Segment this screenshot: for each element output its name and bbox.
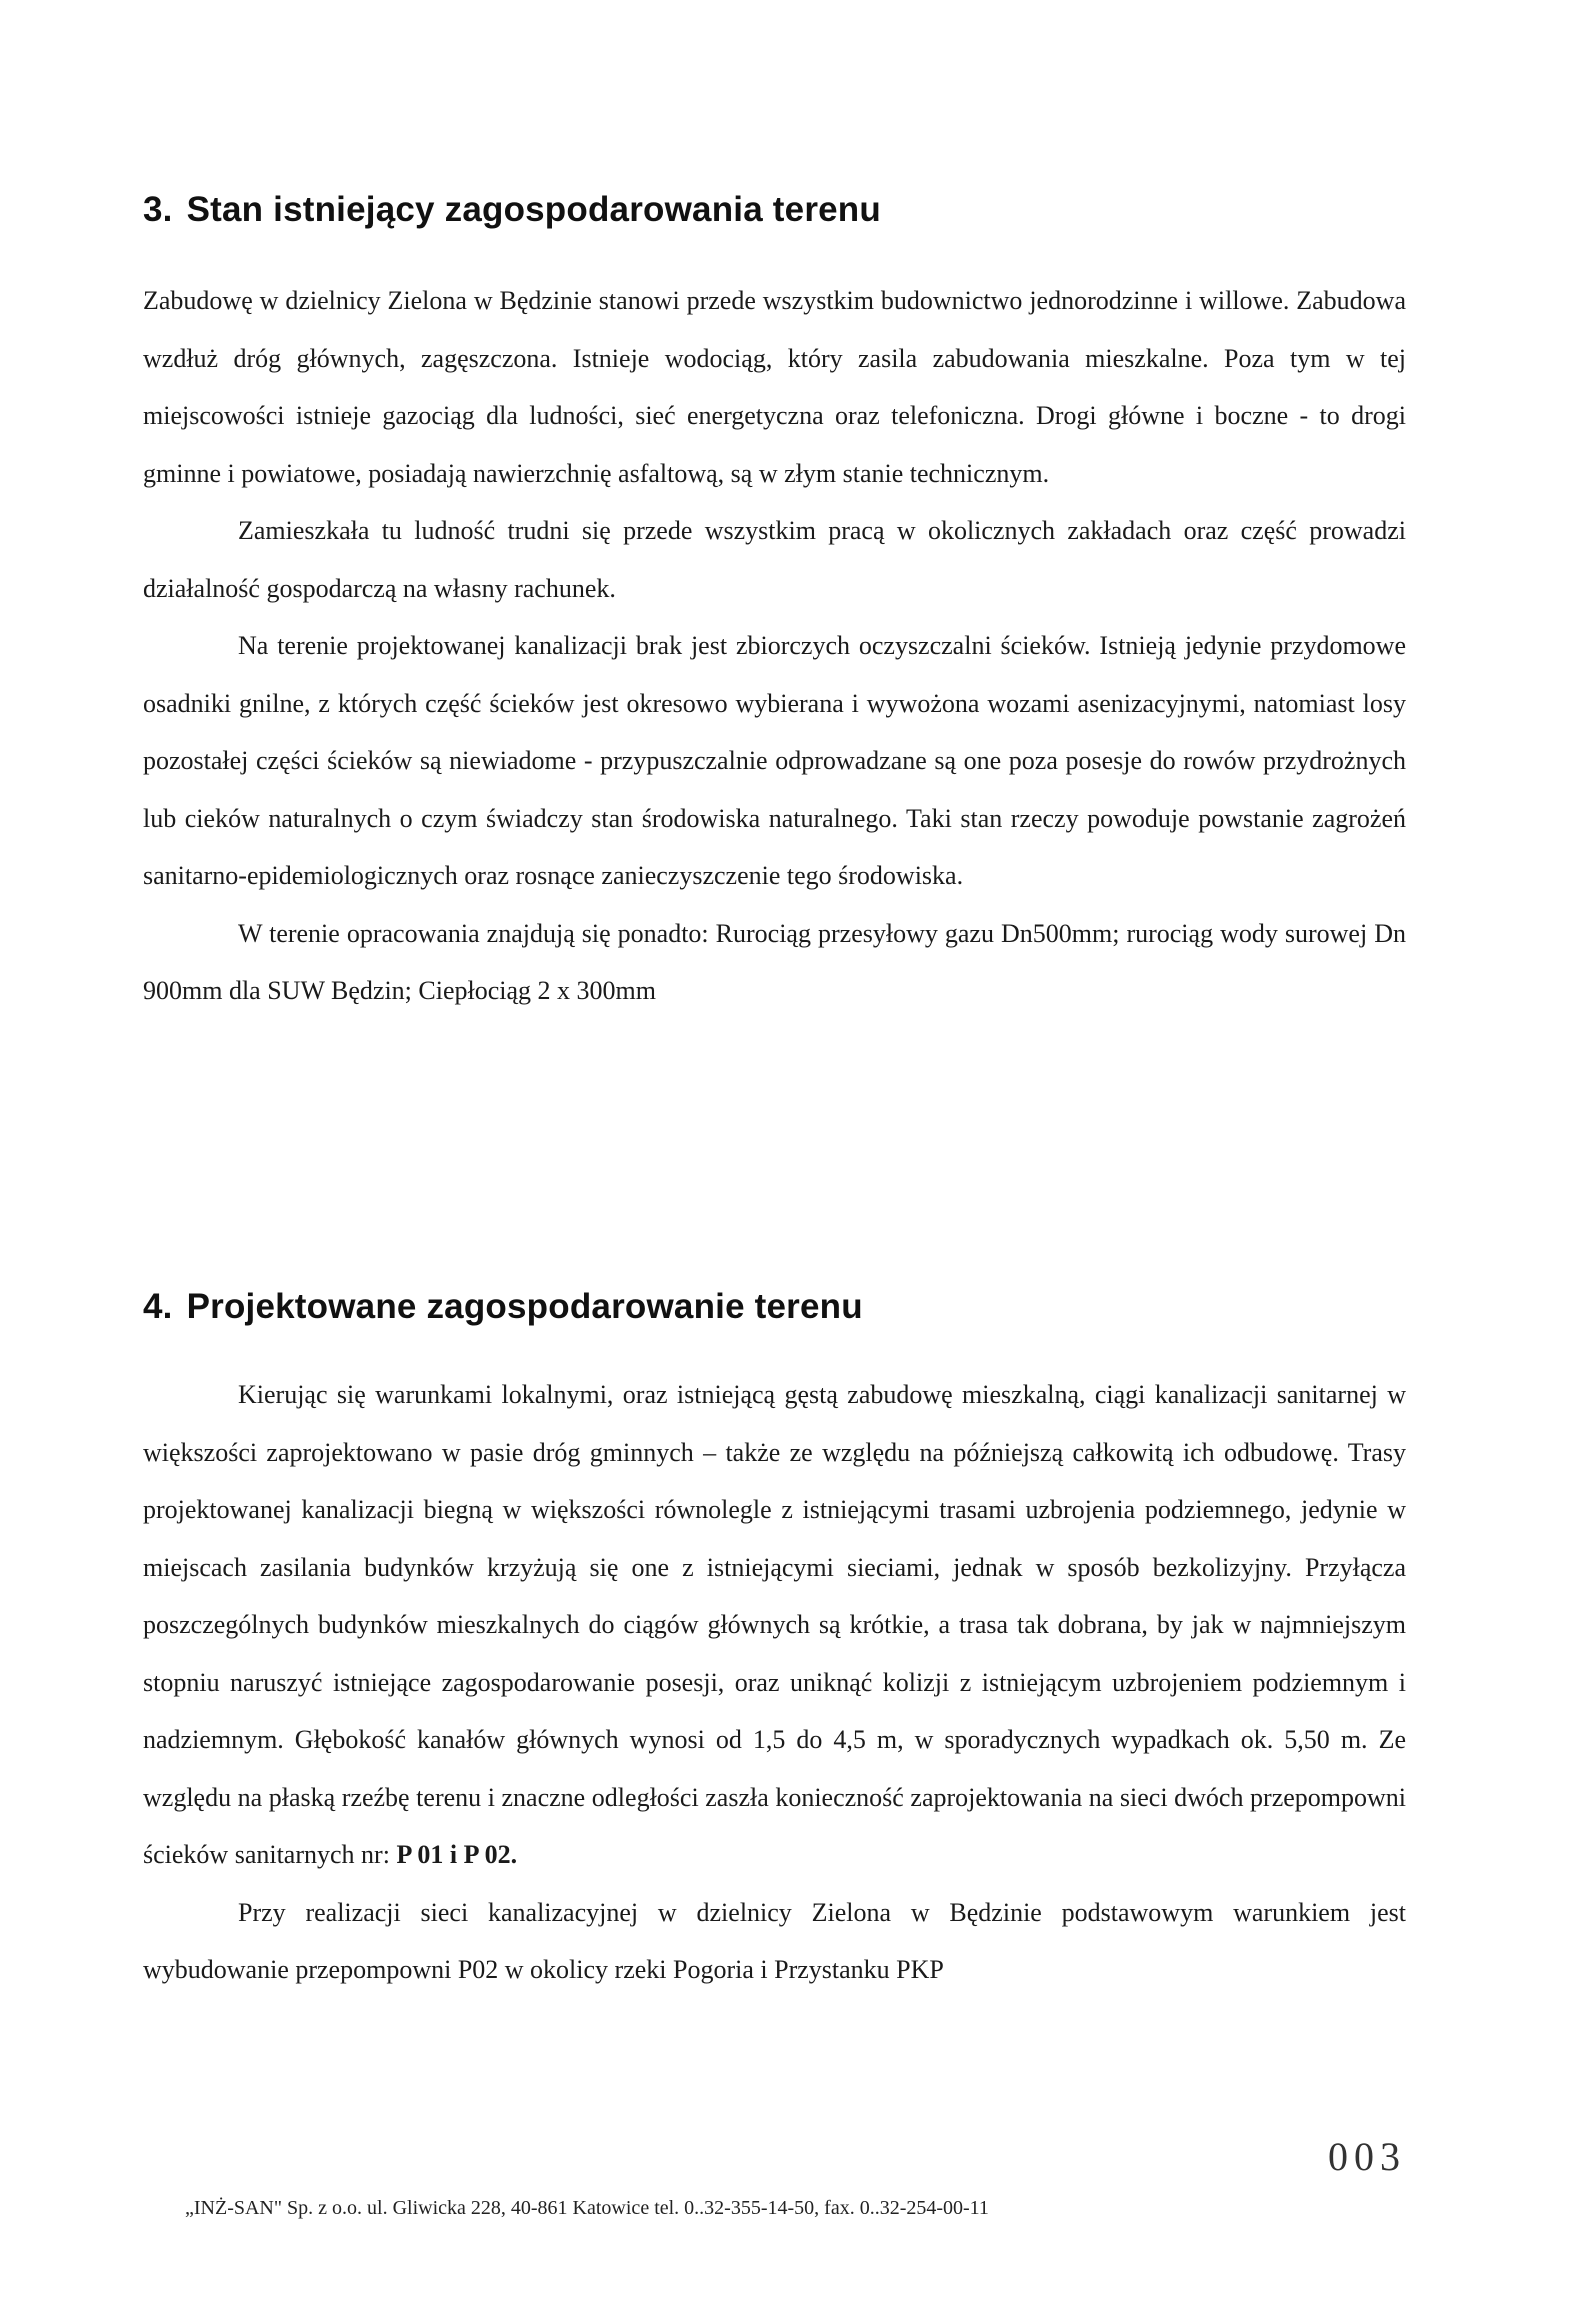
section-4-number: 4. [143, 1287, 173, 1326]
pump-station-p01: P 01 [396, 1840, 444, 1869]
section-3-paragraph-1: Zabudowę w dzielnicy Zielona w Będzinie stanowi przede wszystkim budownictwo jednorodzinne i willowe. Zabudowa wzdłuż dróg głównych, zagęszczona. Istnieje wodociąg, który zasila zabudowania mieszkalne. Poza tym w tej miejscowości istnieje gazociąg dla ludności, sieć energetyczna oraz telefoniczna. Drogi główne i boczne - to drogi gminne i powiatowe, posiadają nawierzchnię asfaltową, są w złym stanie technicznym. [143, 286, 1406, 488]
section-3-paragraph-2: Zamieszkała tu ludność trudni się przede wszystkim pracą w okolicznych zakładach oraz część prowadzi działalność gospodarczą na własny rachunek. [143, 516, 1406, 603]
footer-company-info: „INŻ-SAN" Sp. z o.o. ul. Gliwicka 228, 40-861 Katowice tel. 0..32-355-14-50, fax. 0..32-254-00-11 [185, 2197, 989, 2219]
section-3-number: 3. [143, 190, 173, 229]
section-3-body [143, 272, 1406, 1020]
section-4-body [143, 1366, 1406, 1999]
section-3-paragraph-3: Na terenie projektowanej kanalizacji brak jest zbiorczych oczyszczalni ścieków. Istnieją jedynie przydomowe osadniki gnilne, z których część ścieków jest okresowo wybierana i wywożona wozami asenizacyjnymi, natomiast losy pozostałej części ścieków są niewiadome - przypuszczalnie odprowadzane są one poza posesje do rowów przydrożnych lub cieków naturalnych o czym świadczy stan środowiska naturalnego. Taki stan rzeczy powoduje powstanie zagrożeń sanitarno-epidemiologicznych oraz rosnące zanieczyszczenie tego środowiska. [143, 631, 1406, 890]
section-4-title: Projektowane zagospodarowanie terenu [186, 1287, 863, 1326]
section-3-title: Stan istniejący zagospodarowania terenu [186, 190, 881, 229]
section-4-paragraph-2: Przy realizacji sieci kanalizacyjnej w dzielnicy Zielona w Będzinie podstawowym warunkiem jest wybudowanie przepompowni P02 w okolicy rzeki Pogoria i Przystanku PKP [143, 1897, 1406, 1984]
pump-station-p02: P 02. [463, 1840, 518, 1869]
page-number: 003 [1328, 2134, 1406, 2179]
section-3-heading [143, 190, 881, 230]
pump-joiner: i [449, 1840, 458, 1869]
section-4-heading [143, 1287, 863, 1327]
section-3-paragraph-4: W terenie opracowania znajdują się ponadto: Rurociąg przesyłowy gazu Dn500mm; rurociąg wody surowej Dn 900mm dla SUW Będzin; Ciepłociąg 2 x 300mm [143, 918, 1406, 1005]
section-4-paragraph-1-text: Kierując się warunkami lokalnymi, oraz istniejącą gęstą zabudowę mieszkalną, ciągi kanalizacji sanitarnej w większości zaprojektowano w pasie dróg gminnych – także ze względu na późniejszą całkowitą ich odbudowę. Trasy projektowanej kanalizacji biegną w większości równolegle z istniejącymi trasami uzbrojenia podziemnego, jedynie w miejscach zasilania budynków krzyżują się one z istniejącymi sieciami, jednak w sposób bezkolizyjny. Przyłącza poszczególnych budynków mieszkalnych do ciągów głównych są krótkie, a trasa tak dobrana, by jak w najmniejszym stopniu naruszyć istniejące zagospodarowanie posesji, oraz uniknąć kolizji z istniejącym uzbrojeniem podziemnym i nadziemnym. Głębokość kanałów głównych wynosi od 1,5 do 4,5 m, w sporadycznych wypadkach ok. 5,50 m. Ze względu na płaską rzeźbę terenu i znaczne odległości zaszła konieczność zaprojektowania na sieci dwóch przepompowni ścieków sanitarnych nr: [143, 1380, 1406, 1869]
section-4-paragraph-1 [143, 1366, 1406, 1884]
